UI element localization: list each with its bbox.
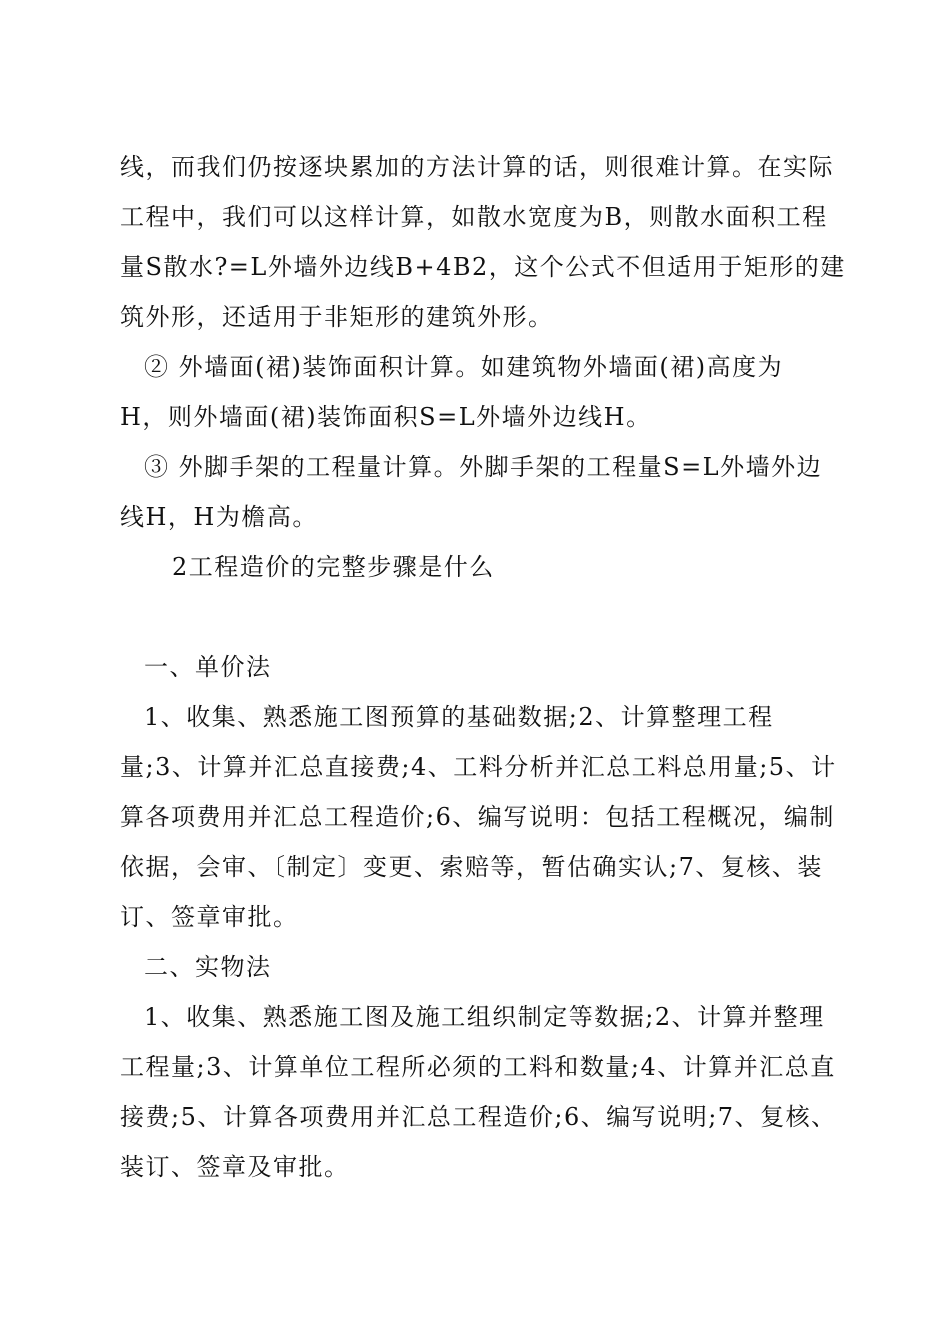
section-unit-price-method (120, 642, 835, 942)
text-line: 筑外形，还适用于非矩形的建筑外形。 (120, 303, 554, 331)
paragraph-wall-decoration (120, 342, 835, 442)
text-line: H，则外墙面(裙)装饰面积S=L外墙外边线H。 (120, 403, 652, 431)
text-line: ③ 外脚手架的工程量计算。外脚手架的工程量S=L外墙外边 (144, 453, 823, 481)
text-line: 线H，H为檐高。 (120, 503, 318, 531)
text-line: 量S散水?=L外墙外边线B+4B2，这个公式不但适用于矩形的建 (120, 253, 846, 281)
section-heading (120, 542, 835, 592)
section-title: 二、实物法 (144, 953, 272, 981)
paragraph-scattered-water (120, 142, 846, 342)
text-line: 装订、签章及审批。 (120, 1153, 350, 1181)
text-line: ② 外墙面(裙)装饰面积计算。如建筑物外墙面(裙)高度为 (144, 353, 784, 381)
section-title: 一、单价法 (144, 653, 272, 681)
text-line: 量;3、计算并汇总直接费;4、工料分析并汇总工料总用量;5、计 (120, 753, 837, 781)
paragraph-scaffold (120, 442, 835, 542)
heading-text: 2工程造价的完整步骤是什么 (172, 553, 495, 581)
text-line: 接费;5、计算各项费用并汇总工程造价;6、编写说明;7、复核、 (120, 1103, 837, 1131)
text-line: 工程量;3、计算单位工程所必须的工料和数量;4、计算并汇总直 (120, 1053, 836, 1081)
text-line: 订、签章审批。 (120, 903, 299, 931)
section-physical-method (120, 942, 835, 1192)
text-line: 1、收集、熟悉施工图预算的基础数据;2、计算整理工程 (144, 703, 774, 731)
text-line: 依据，会审、〔制定〕变更、索赔等，暂估确实认;7、复核、装 (120, 853, 823, 881)
text-line: 1、收集、熟悉施工图及施工组织制定等数据;2、计算并整理 (144, 1003, 825, 1031)
text-line: 算各项费用并汇总工程造价;6、编写说明：包括工程概况，编制 (120, 803, 835, 831)
text-line: 线，而我们仍按逐块累加的方法计算的话，则很难计算。在实际 (120, 153, 834, 181)
text-line: 工程中，我们可以这样计算，如散水宽度为B，则散水面积工程 (120, 203, 828, 231)
